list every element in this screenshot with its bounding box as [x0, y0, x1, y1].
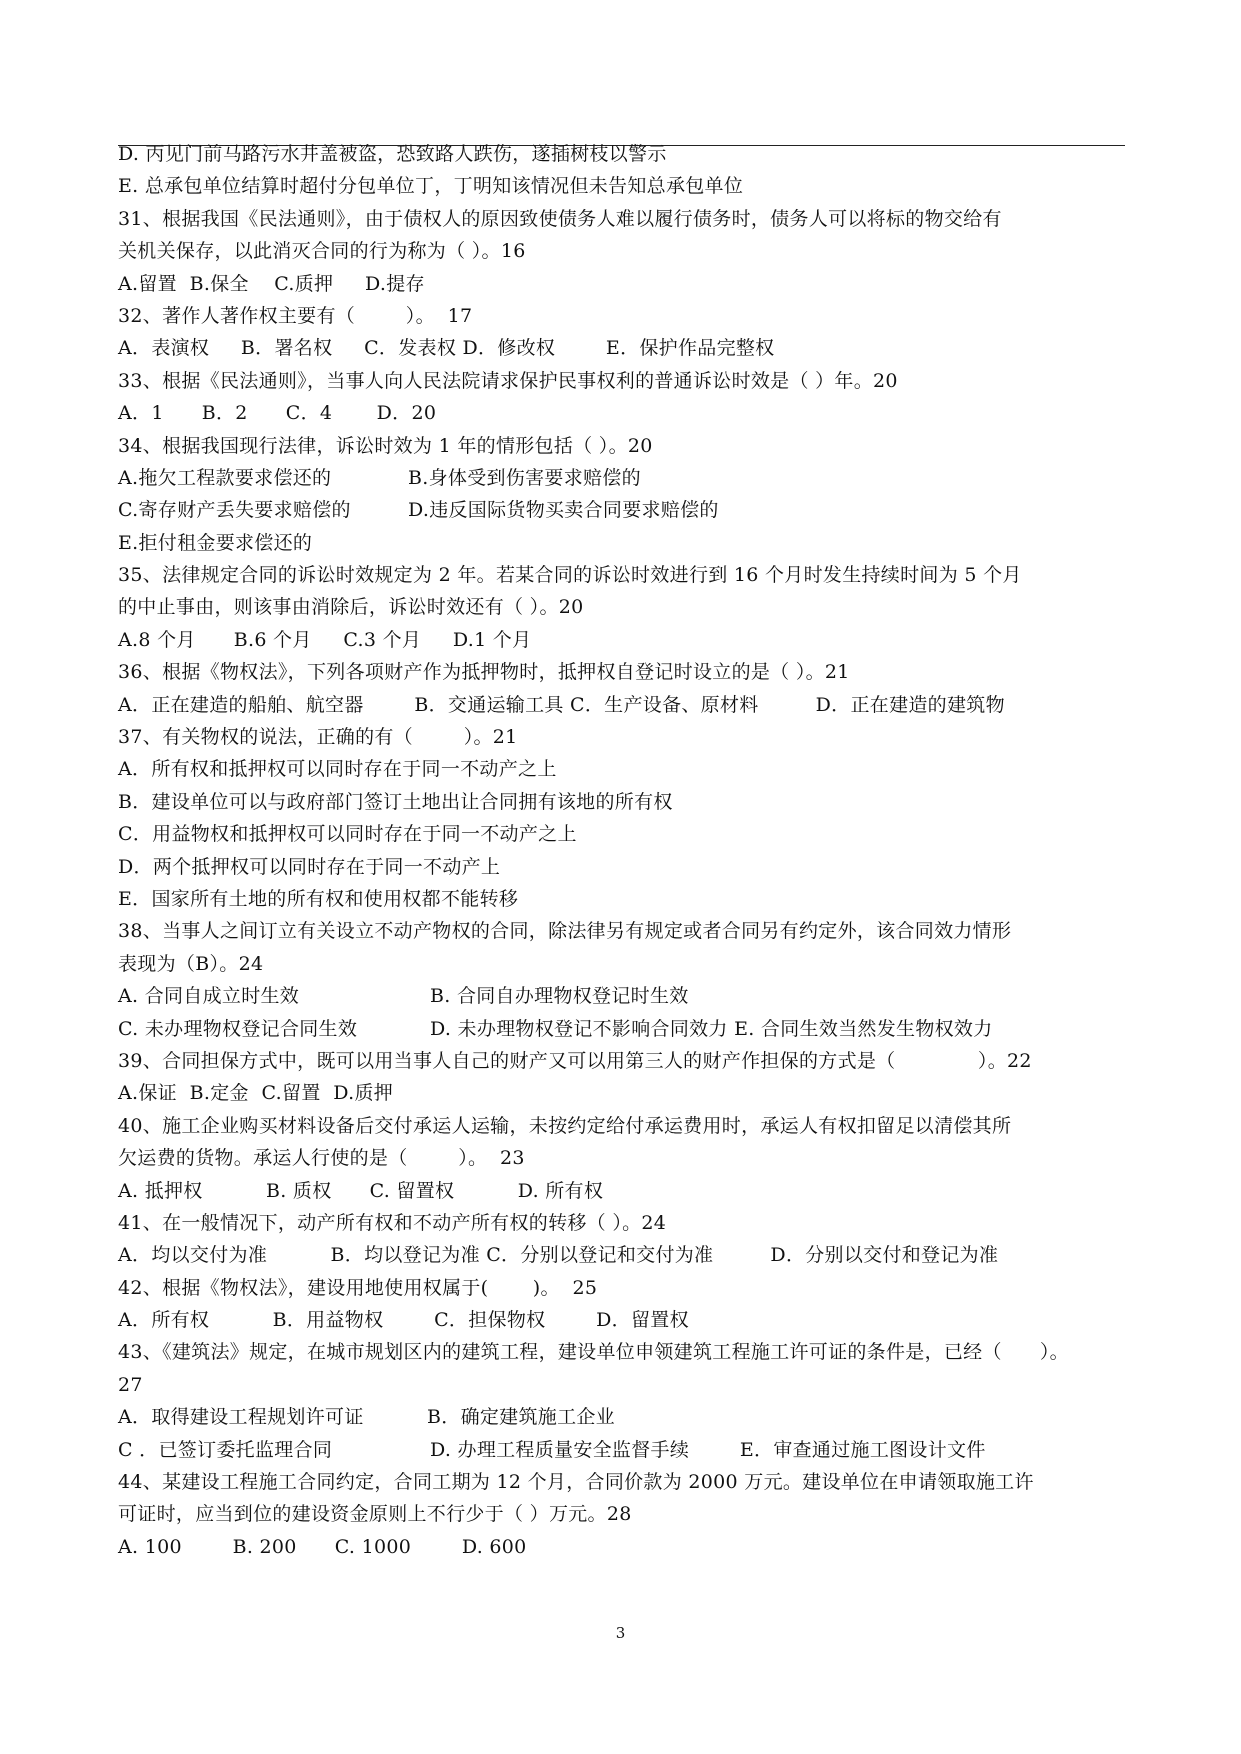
text-line [118, 1434, 1128, 1466]
text-line [118, 170, 1128, 202]
line-text: A.保证 B.定金 C.留置 D.质押 [118, 1082, 394, 1105]
text-line [118, 1466, 1128, 1498]
line-text: D. 丙见门前马路污水井盖被盗，恐致路人跌伤，遂插树枝以警示 [118, 143, 667, 165]
text-line [118, 138, 1128, 170]
text-line [118, 591, 1128, 623]
text-line [118, 656, 1128, 688]
text-line [118, 786, 1128, 818]
line-text: C.寄存财产丢失要求赔偿的 [118, 499, 351, 522]
text-line [118, 1045, 1128, 1077]
text-line [118, 1142, 1128, 1174]
text-line [118, 1304, 1128, 1336]
line-text: 27 [118, 1373, 143, 1396]
text-line [118, 397, 1128, 429]
text-line [118, 1207, 1128, 1239]
line-text: A.拖欠工程款要求偿还的 [118, 466, 332, 489]
line-text: A．取得建设工程规划许可证 B．确定建筑施工企业 [118, 1406, 615, 1429]
line-text-column-2: D. 未办理物权登记不影响合同效力 E. 合同生效当然发生物权效力 [430, 1017, 993, 1040]
text-line [118, 624, 1128, 656]
line-text: 34、根据我国现行法律，诉讼时效为 1 年的情形包括（ ）。20 [118, 434, 653, 457]
text-line [118, 1401, 1128, 1433]
line-text: A. 抵押权 B. 质权 C. 留置权 D. 所有权 [118, 1179, 604, 1202]
line-text: 可证时，应当到位的建设资金原则上不行少于（ ）万元。28 [118, 1503, 632, 1526]
line-text: 33、根据《民法通则》，当事人向人民法院请求保护民事权利的普通诉讼时效是（ ）年。20 [118, 369, 898, 392]
line-text-column-2: D.违反国际货物买卖合同要求赔偿的 [408, 499, 719, 522]
text-line [118, 300, 1128, 332]
text-line [118, 527, 1128, 559]
text-line [118, 948, 1128, 980]
line-text: 31、根据我国《民法通则》，由于债权人的原因致使债务人难以履行债务时，债务人可以将标的物交给有 [118, 207, 1002, 230]
line-text: D．两个抵押权可以同时存在于同一不动产上 [118, 855, 501, 878]
line-text: 39、合同担保方式中，既可以用当事人自己的财产又可以用第三人的财产作担保的方式是（ ）。22 [118, 1049, 1032, 1072]
text-line [118, 559, 1128, 591]
text-line [118, 462, 1128, 494]
text-line [118, 1013, 1128, 1045]
text-line [118, 915, 1128, 947]
line-text: A.留置 B.保全 C.质押 D.提存 [118, 272, 425, 295]
line-text: 42、根据《物权法》，建设用地使用权属于( )。 25 [118, 1276, 598, 1299]
line-text: 40、施工企业购买材料设备后交付承运人运输，未按约定给付承运费用时，承运人有权扣留足以清偿其所 [118, 1114, 1012, 1137]
line-text: 32、著作人著作权主要有（ ）。 17 [118, 304, 473, 327]
line-text: 关机关保存，以此消灭合同的行为称为（ ）。16 [118, 240, 526, 263]
text-line [118, 1175, 1128, 1207]
line-text: 38、当事人之间订立有关设立不动产物权的合同，除法律另有规定或者合同另有约定外，该合同效力情形 [118, 920, 1012, 943]
line-text-column-2: D. 办理工程质量安全监督手续 E．审查通过施工图设计文件 [430, 1438, 986, 1461]
page-number: 3 [615, 1624, 626, 1642]
text-line [118, 365, 1128, 397]
text-line [118, 268, 1128, 300]
text-line [118, 1531, 1128, 1563]
text-line [118, 753, 1128, 785]
line-text-column-2: B.身体受到伤害要求赔偿的 [408, 466, 641, 489]
line-text: A．所有权 B．用益物权 C．担保物权 D．留置权 [118, 1309, 689, 1332]
text-line [118, 689, 1128, 721]
text-line [118, 980, 1128, 1012]
line-text: 36、根据《物权法》，下列各项财产作为抵押物时，抵押权自登记时设立的是（ ）。21 [118, 661, 850, 684]
text-line [118, 332, 1128, 364]
text-line [118, 1369, 1128, 1401]
line-text: 表现为（B）。24 [118, 952, 264, 975]
line-text: A.8 个月 B.6 个月 C.3 个月 D.1 个月 [118, 628, 532, 651]
line-text: 41、在一般情况下，动产所有权和不动产所有权的转移（ ）。24 [118, 1211, 667, 1234]
line-text: 43、《建筑法》规定，在城市规划区内的建筑工程，建设单位申领建筑工程施工许可证的条件是，已经（ ）。 [118, 1341, 1069, 1364]
line-text: A．表演权 B．署名权 C．发表权 D．修改权 E．保护作品完整权 [118, 337, 775, 360]
line-text: A．所有权和抵押权可以同时存在于同一不动产之上 [118, 758, 557, 781]
line-text: E．国家所有土地的所有权和使用权都不能转移 [118, 887, 519, 910]
line-text: A．均以交付为准 B．均以登记为准 C．分别以登记和交付为准 D．分别以交付和登记为准 [118, 1244, 999, 1267]
line-text: 44、某建设工程施工合同约定，合同工期为 12 个月，合同价款为 2000 万元。建设单位在申请领取施工许 [118, 1471, 1034, 1494]
line-text: 欠运费的货物。承运人行使的是（ ）。 23 [118, 1147, 525, 1170]
text-line [118, 430, 1128, 462]
line-text: B．建设单位可以与政府部门签订土地出让合同拥有该地的所有权 [118, 790, 673, 813]
text-line [118, 883, 1128, 915]
text-line [118, 1336, 1128, 1368]
text-line [118, 1272, 1128, 1304]
line-text: C. 未办理物权登记合同生效 [118, 1017, 358, 1040]
text-line [118, 1077, 1128, 1109]
text-line [118, 1498, 1128, 1530]
line-text: A. 100 B. 200 C. 1000 D. 600 [118, 1535, 527, 1558]
line-text: 37、有关物权的说法，正确的有（ ）。21 [118, 726, 518, 749]
text-line [118, 818, 1128, 850]
line-text: A．正在建造的船舶、航空器 B．交通运输工具 C．生产设备、原材料 D．正在建造的建筑物 [118, 693, 1005, 716]
line-text: A. 合同自成立时生效 [118, 985, 300, 1008]
text-line [118, 851, 1128, 883]
line-text: E.拒付租金要求偿还的 [118, 531, 313, 554]
text-line [118, 721, 1128, 753]
document-body [118, 138, 1128, 1563]
text-line [118, 235, 1128, 267]
line-text: A．1 B．2 C．4 D．20 [118, 402, 437, 425]
text-line [118, 1239, 1128, 1271]
text-line [118, 203, 1128, 235]
line-text: E. 总承包单位结算时超付分包单位丁，丁明知该情况但未告知总承包单位 [118, 175, 744, 198]
line-text-column-2: B. 合同自办理物权登记时生效 [430, 985, 689, 1008]
line-text: 35、法律规定合同的诉讼时效规定为 2 年。若某合同的诉讼时效进行到 16 个月时发生持续时间为 5 个月 [118, 564, 1022, 587]
text-line [118, 494, 1128, 526]
line-text: C．用益物权和抵押权可以同时存在于同一不动产之上 [118, 823, 577, 846]
line-text: 的中止事由，则该事由消除后，诉讼时效还有（ ）。20 [118, 596, 584, 619]
line-text: C ．已签订委托监理合同 [118, 1438, 333, 1461]
text-line [118, 1110, 1128, 1142]
